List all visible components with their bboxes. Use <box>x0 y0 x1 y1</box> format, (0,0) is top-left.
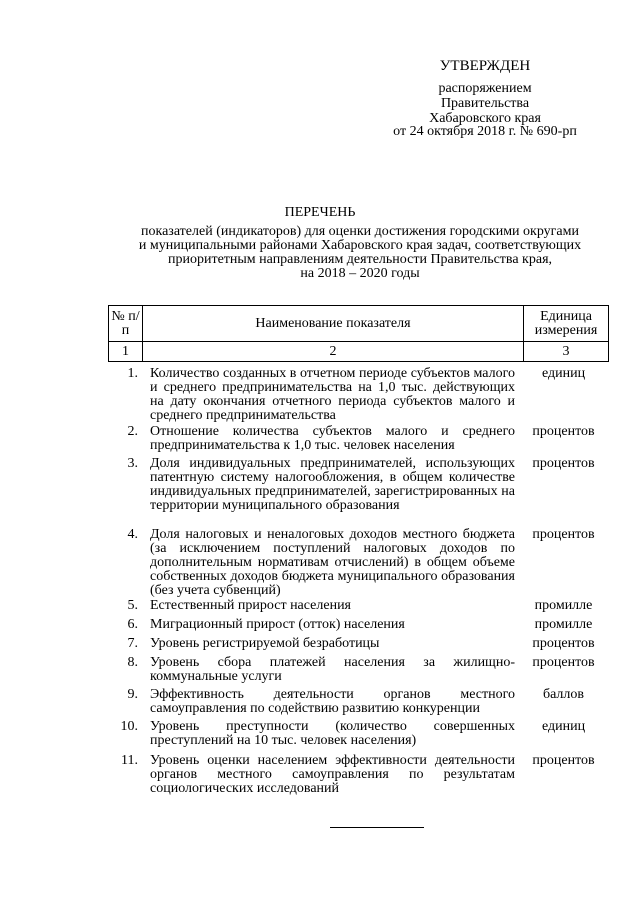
col-number-3: 3 <box>524 342 609 362</box>
row-name: Эффективность деятельности органов местного самоуправления по содействию развитию конкуренции <box>150 687 515 716</box>
row-name: Миграционный прирост (отток) населения <box>150 617 405 632</box>
row-name: Доля индивидуальных предпринимателей, использующих патентную систему налогообложения, в общем количестве индивидуальных предпринимателей, зарегистрированных на территории муниципального образования <box>150 456 515 513</box>
row-number: 1. <box>127 366 138 381</box>
row-unit: единиц <box>541 719 586 734</box>
row-number: 9. <box>127 687 138 702</box>
row-unit: процентов <box>532 456 595 471</box>
row-name: Уровень сбора платежей населения за жилищно-коммунальные услуги <box>150 655 515 684</box>
header-unit: Единица измерения <box>524 306 609 342</box>
row-unit: промилле <box>534 617 593 632</box>
document-title: ПЕРЕЧЕНЬ <box>284 205 356 220</box>
col-number-2: 2 <box>142 342 523 362</box>
row-number: 2. <box>127 424 138 439</box>
subtitle-line: и муниципальными районами Хабаровского края задач, соответствующих <box>138 238 582 253</box>
row-unit: единиц <box>541 366 586 381</box>
row-name: Отношение количества субъектов малого и среднего предпринимательства к 1,0 тыс. человек населения <box>150 424 515 453</box>
approval-line-2: Правительства <box>440 96 530 111</box>
row-number: 5. <box>127 598 138 613</box>
subtitle-line: на 2018 – 2020 годы <box>300 266 420 281</box>
row-number: 4. <box>127 527 138 542</box>
row-number: 7. <box>127 636 138 651</box>
subtitle-line: показателей (индикаторов) для оценки достижения городскими округами <box>141 224 579 239</box>
row-name: Уровень регистрируемой безработицы <box>150 636 380 651</box>
row-number: 11. <box>121 753 138 768</box>
row-name: Уровень преступности (количество совершенных преступлений на 10 тыс. человек населения) <box>150 719 515 748</box>
row-unit: процентов <box>532 636 595 651</box>
row-unit: процентов <box>532 527 595 542</box>
approval-line-1: распоряжением <box>438 81 532 96</box>
end-divider <box>330 827 424 828</box>
row-number: 10. <box>120 719 138 734</box>
header-name: Наименование показателя <box>142 306 523 342</box>
document-subtitle <box>110 225 610 281</box>
subtitle-line: приоритетным направлениям деятельности Правительства края, <box>167 252 553 267</box>
approval-title: УТВЕРЖДЕН <box>439 58 531 74</box>
approval-line-3: Хабаровского края <box>429 111 541 126</box>
row-name: Количество созданных в отчетном периоде субъектов малого и среднего предпринимательства на 1,0 тыс. действующих на дату окончания отчетного периода субъектов малого и среднего предпринимательства <box>150 366 515 423</box>
row-unit: процентов <box>532 655 595 670</box>
row-number: 3. <box>127 456 138 471</box>
row-unit: процентов <box>532 424 595 439</box>
approval-line-4: от 24 октября 2018 г. № 690-рп <box>393 124 577 139</box>
row-unit: процентов <box>532 753 595 768</box>
indicators-table-header <box>108 305 609 362</box>
row-name: Естественный прирост населения <box>150 598 351 613</box>
row-name: Доля налоговых и неналоговых доходов местного бюджета (за исключением поступлений налоговых доходов по дополнительным нормативам отчислений) в общем объеме собственных доходов бюджета муниципального образования (без учета субвенций) <box>150 527 515 598</box>
row-number: 6. <box>127 617 138 632</box>
row-number: 8. <box>127 655 138 670</box>
row-unit: промилле <box>534 598 593 613</box>
col-number-1: 1 <box>109 342 143 362</box>
row-name: Уровень оценки населением эффективности деятельности органов местного самоуправления по результатам социологических исследований <box>150 753 515 796</box>
row-unit: баллов <box>542 687 585 702</box>
header-num: № п/п <box>109 306 143 342</box>
